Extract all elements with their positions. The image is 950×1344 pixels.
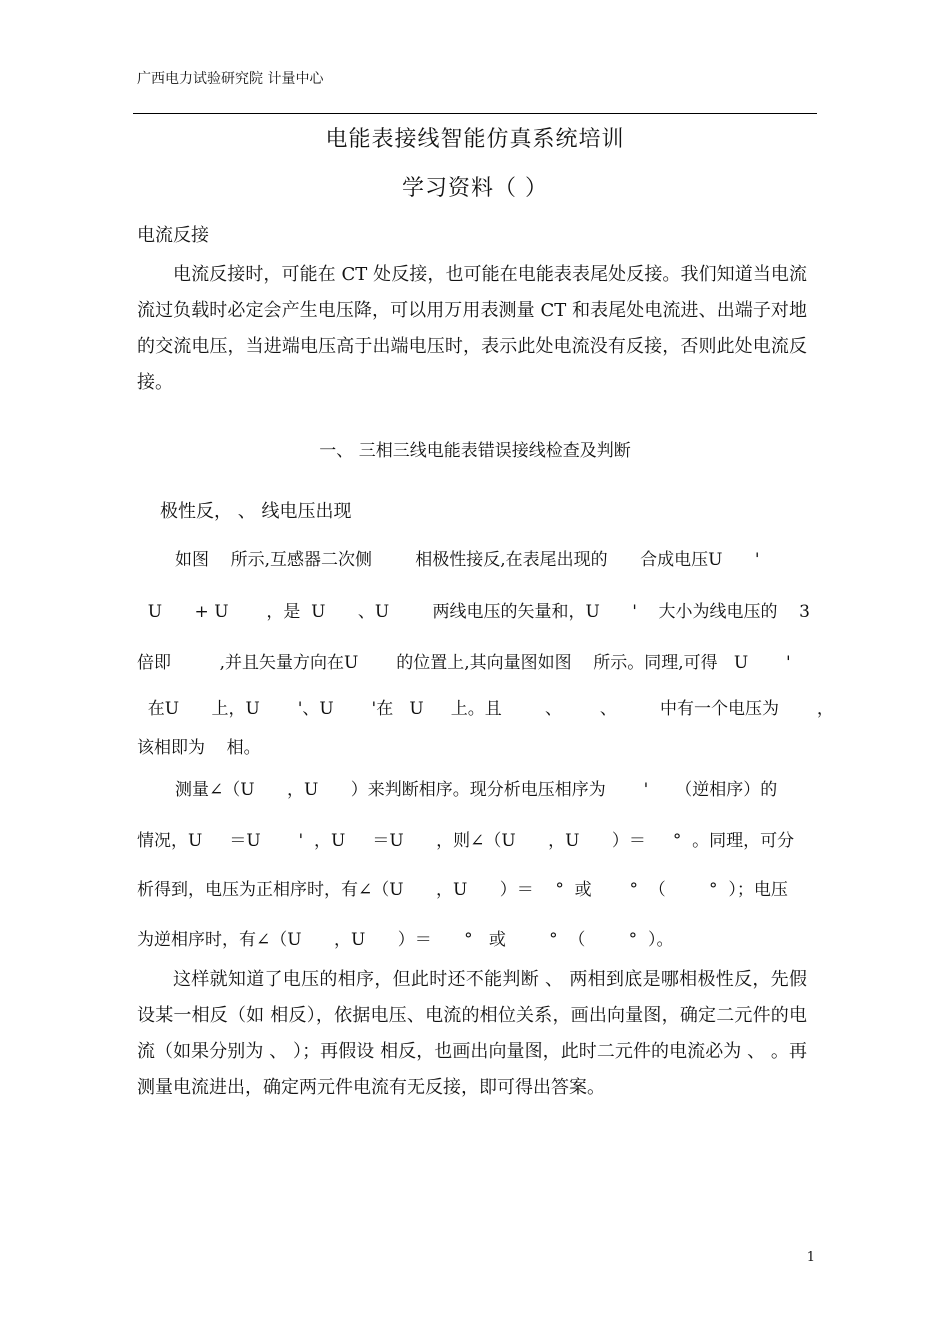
- chapter-heading: 一、 三相三线电能表错误接线检查及判断: [319, 441, 631, 461]
- body-line: 倍即 ,并且矢量方向在U 的位置上,其向量图如图 所示。同理,可得 U ': [137, 653, 791, 673]
- body-line: 该相即为 相。: [137, 738, 261, 758]
- body-line: 析得到，电压为正相序时，有∠（U ，U ）＝ ° 或 ° （ ° ）；电压: [137, 880, 788, 900]
- body-line: 如图 所示,互感器二次侧 相极性接反,在表尾出现的 合成电压U ': [175, 550, 760, 570]
- paragraph-current-reversal: 电流反接时，可能在 CT 处反接，也可能在电能表表尾处反接。我们知道当电流流过负载时必定会产生电压降，可以用万用表测量 CT 和表尾处电流进、出端子对地的交流电压，当进端电压高于出端电压时，表示此处电流没有反接，否则此处电流反接。: [137, 264, 807, 393]
- body-line: U + U ，是 U 、U 两线电压的矢量和，U ' 大小为线电压的 3: [137, 602, 810, 622]
- page-header: 广西电力试验研究院 计量中心: [137, 71, 324, 87]
- page-number: 1: [806, 1250, 815, 1265]
- body-line: 在U 上，U '、U '在 U 上。且 、 、 中有一个电压为 ，: [137, 699, 834, 719]
- paragraph-conclusion: 这样就知道了电压的相序，但此时还不能判断 、 两相到底是哪相极性反，先假设某一相反（如 相反），依据电压、电流的相位关系，画出向量图，确定二元件的电流（如果分别为 、 ）；再假设 相反，也画出向量图，此时二元件的电流必为 、 。再测量电流进出，确定两元件电流有无反接，即可得出答案。: [137, 969, 807, 1098]
- body-line: 情况，U ＝U ' ，U ＝U ，则∠（U ，U ）＝ ° 。同理，可分: [137, 831, 795, 851]
- header-rule: [133, 113, 817, 114]
- document-subtitle: 学习资料（ ）: [402, 176, 548, 201]
- document-title: 电能表接线智能仿真系统培训: [325, 127, 625, 152]
- body-line: 测量∠（U ，U ）来判断相序。现分析电压相序为 ' （逆相序）的: [175, 780, 778, 800]
- subheading: 极性反， 、 线电压出现: [160, 501, 352, 522]
- section-heading: 电流反接: [137, 225, 209, 246]
- body-line: 为逆相序时，有∠（U ，U ）＝ ° 或 ° （ ° ）。: [137, 930, 674, 950]
